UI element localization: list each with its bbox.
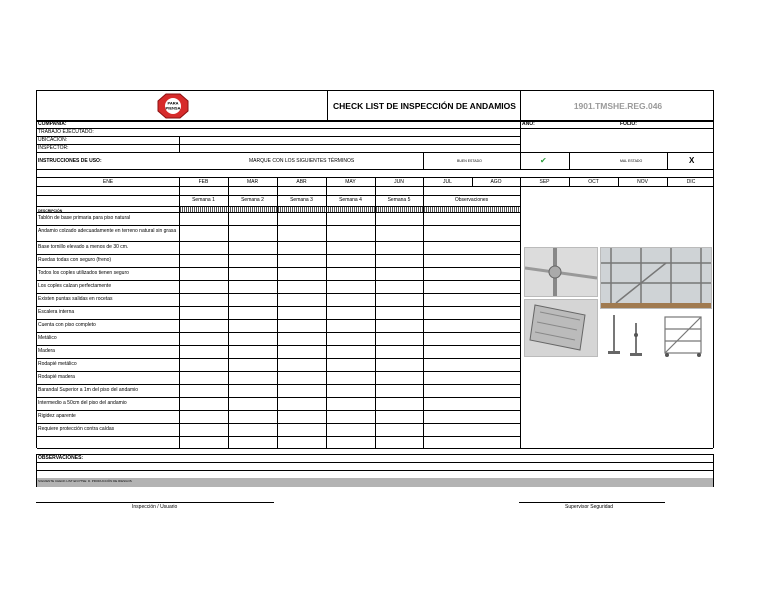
inspection-grid xyxy=(36,121,714,448)
year-label: AÑO: xyxy=(522,121,535,127)
month-sep: SEP xyxy=(539,179,550,185)
checklist-item: Requiere protección contra caídas xyxy=(38,426,115,432)
checklist-item: Base tornillo elevado a menos de 30 cm. xyxy=(38,244,129,250)
checklist-item: Existen puntas salidas en rocetas xyxy=(38,296,113,302)
week-4: Semana 4 xyxy=(339,197,362,203)
scaffold-coupler-photo xyxy=(524,247,598,297)
month-may: MAY xyxy=(345,179,356,185)
description-label: DESCRIPCIÓN xyxy=(38,209,63,213)
inspector-signature-line xyxy=(36,502,274,503)
checklist-item: Intermedio a 50cm del piso del andamio xyxy=(38,400,127,406)
inspector-signature-label: Inspección / Usuario xyxy=(132,504,178,510)
checklist-item: Andamio colzado adecuadamente en terreno natural sin grasa xyxy=(38,228,177,234)
company-label: COMPAÑÍA: xyxy=(38,121,67,127)
scaffold-platform-photo xyxy=(524,299,598,357)
checklist-item: Escalera interna xyxy=(38,309,75,315)
month-oct: OCT xyxy=(588,179,599,185)
footer-note-bar xyxy=(37,478,713,487)
work-label: TRABAJO EJECUTADO: xyxy=(38,129,94,135)
rolling-scaffold-photo xyxy=(657,313,711,359)
footer-note: SIGUIENTE CHECK LIST EN PTSE: D. PRODUCCIÓN DE RIESGOS xyxy=(38,479,132,483)
folio-label: FOLIO: xyxy=(620,121,637,127)
week-5: Semana 5 xyxy=(387,197,411,203)
svg-text:PARA: PARA xyxy=(167,100,179,106)
good-state-label: BUEN ESTADO xyxy=(457,159,482,163)
observations-section xyxy=(36,454,714,487)
month-dic: DIC xyxy=(686,179,696,185)
scaffold-stairs-photo xyxy=(600,247,712,309)
checklist-item: Rodapié metálico xyxy=(38,361,77,367)
checklist-item: Rodapié madera xyxy=(38,374,75,380)
month-mar: MAR xyxy=(246,179,259,185)
month-jun: JUN xyxy=(394,179,404,185)
instructions-text: MARQUE CON LOS SIGUIENTES TÉRMINOS xyxy=(249,158,355,164)
x-mark-icon: X xyxy=(689,156,695,165)
svg-text:PIENSA: PIENSA xyxy=(165,105,181,111)
month-nov: NOV xyxy=(637,179,648,185)
checklist-item: Rigidez aparente xyxy=(38,413,76,419)
month-ago: AGO xyxy=(490,179,502,185)
checklist-item: Ruedas todas con seguro (freno) xyxy=(38,257,112,263)
checklist-item: Madera xyxy=(38,348,55,354)
form-code: 1901.TMSHE.REG.046 xyxy=(520,91,715,120)
instructions-label: INSTRUCCIONES DE USO: xyxy=(38,158,102,164)
week-3: Semana 3 xyxy=(290,197,313,203)
location-label: UBICACIÓN: xyxy=(38,137,68,143)
month-jul: JUL xyxy=(443,179,452,185)
form-title: CHECK LIST DE INSPECCIÓN DE ANDAMIOS xyxy=(327,91,521,120)
supervisor-signature-label: Supervisor Seguridad xyxy=(565,504,614,510)
screw-jack-photo xyxy=(602,313,654,359)
form-header xyxy=(36,90,714,121)
month-ene: ENE xyxy=(102,179,114,185)
para-y-piensa-logo-icon xyxy=(156,93,190,119)
month-abr: ABR xyxy=(296,179,307,185)
checklist-item: Todos los coples utilizados tienen seguro xyxy=(38,270,129,276)
checklist-item: Cuenta con piso completo xyxy=(38,322,96,328)
week-1: Semana 1 xyxy=(192,197,215,203)
inspector-label: INSPECTOR: xyxy=(38,145,69,151)
checklist-item: Metálico xyxy=(38,335,57,341)
supervisor-signature-line xyxy=(519,502,665,503)
month-feb: FEB xyxy=(198,179,209,185)
check-icon: ✔ xyxy=(540,156,547,165)
checklist-item: Barandal Superior a 1m del piso del andamio xyxy=(38,387,139,393)
checklist-item: Los coples calzan perfectamente xyxy=(38,283,112,289)
bad-state-label: MAL ESTADO xyxy=(620,159,643,163)
checklist-item: Tablón de base primaria para piso natural xyxy=(38,215,130,221)
observations-label: OBSERVACIONES: xyxy=(38,455,84,461)
week-2: Semana 2 xyxy=(241,197,264,203)
observations-column-header: Observaciones xyxy=(454,197,489,203)
